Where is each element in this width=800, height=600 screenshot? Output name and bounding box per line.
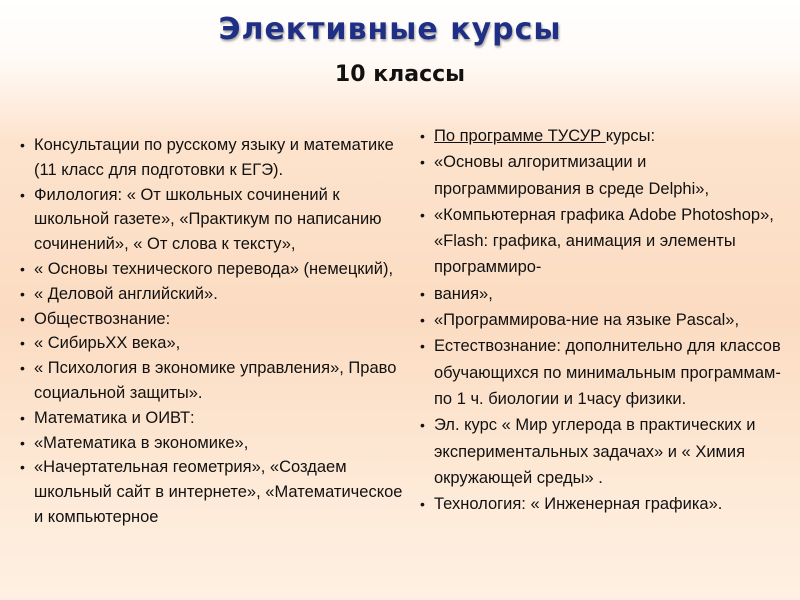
list-item: • Консультации по русскому языку и математике (11 класс для подготовки к ЕГЭ).	[20, 133, 415, 183]
list-item: • «Программирова-ние на языке Pascal»,	[420, 307, 795, 333]
list-item: • «Математика в экономике»,	[20, 431, 415, 456]
list-item: • «Основы алгоритмизации и программирования в среде Delphi»,	[420, 149, 795, 202]
list-item: • «Компьютерная графика Adobe Photoshop», «Flash: графика, анимация и элементы программиро-	[420, 202, 795, 281]
list-item: • Филология: « От школьных сочинений к школьной газете», «Практикум по написанию сочинений», « От слова к тексту»,	[20, 183, 415, 257]
list-item: • « Деловой английский».	[20, 282, 415, 307]
page-title: Элективные курсы	[218, 12, 562, 47]
tusur-program-label: По программе ТУСУР	[434, 127, 606, 145]
list-item: • Технология: « Инженерная графика».	[420, 491, 795, 517]
right-course-list	[420, 123, 795, 517]
list-item: • « Психология в экономике управления», Право социальной защиты».	[20, 356, 415, 406]
list-item: • «Начертательная геометрия», «Создаем школьный сайт в интернете», «Математическое и компьютерное	[20, 455, 415, 529]
list-item: • « Основы технического перевода» (немецкий),	[20, 257, 415, 282]
list-item: • Эл. курс « Мир углерода в практических и экспериментальных задачах» и « Химия окружающей среды» .	[420, 412, 795, 491]
left-course-list	[20, 133, 415, 530]
list-item	[420, 123, 795, 149]
list-item: • « СибирьХХ века»,	[20, 331, 415, 356]
page-subtitle: 10 классы	[334, 62, 466, 87]
list-item: • Естествознание: дополнительно для классов обучающихся по минимальным программам- по 1 ч. биологии и 1часу физики.	[420, 333, 795, 412]
tusur-program-rest: курсы:	[605, 127, 656, 145]
list-item: • Математика и ОИВТ:	[20, 406, 415, 431]
list-item: • вания»,	[420, 281, 795, 307]
list-item: • Обществознание:	[20, 307, 415, 332]
